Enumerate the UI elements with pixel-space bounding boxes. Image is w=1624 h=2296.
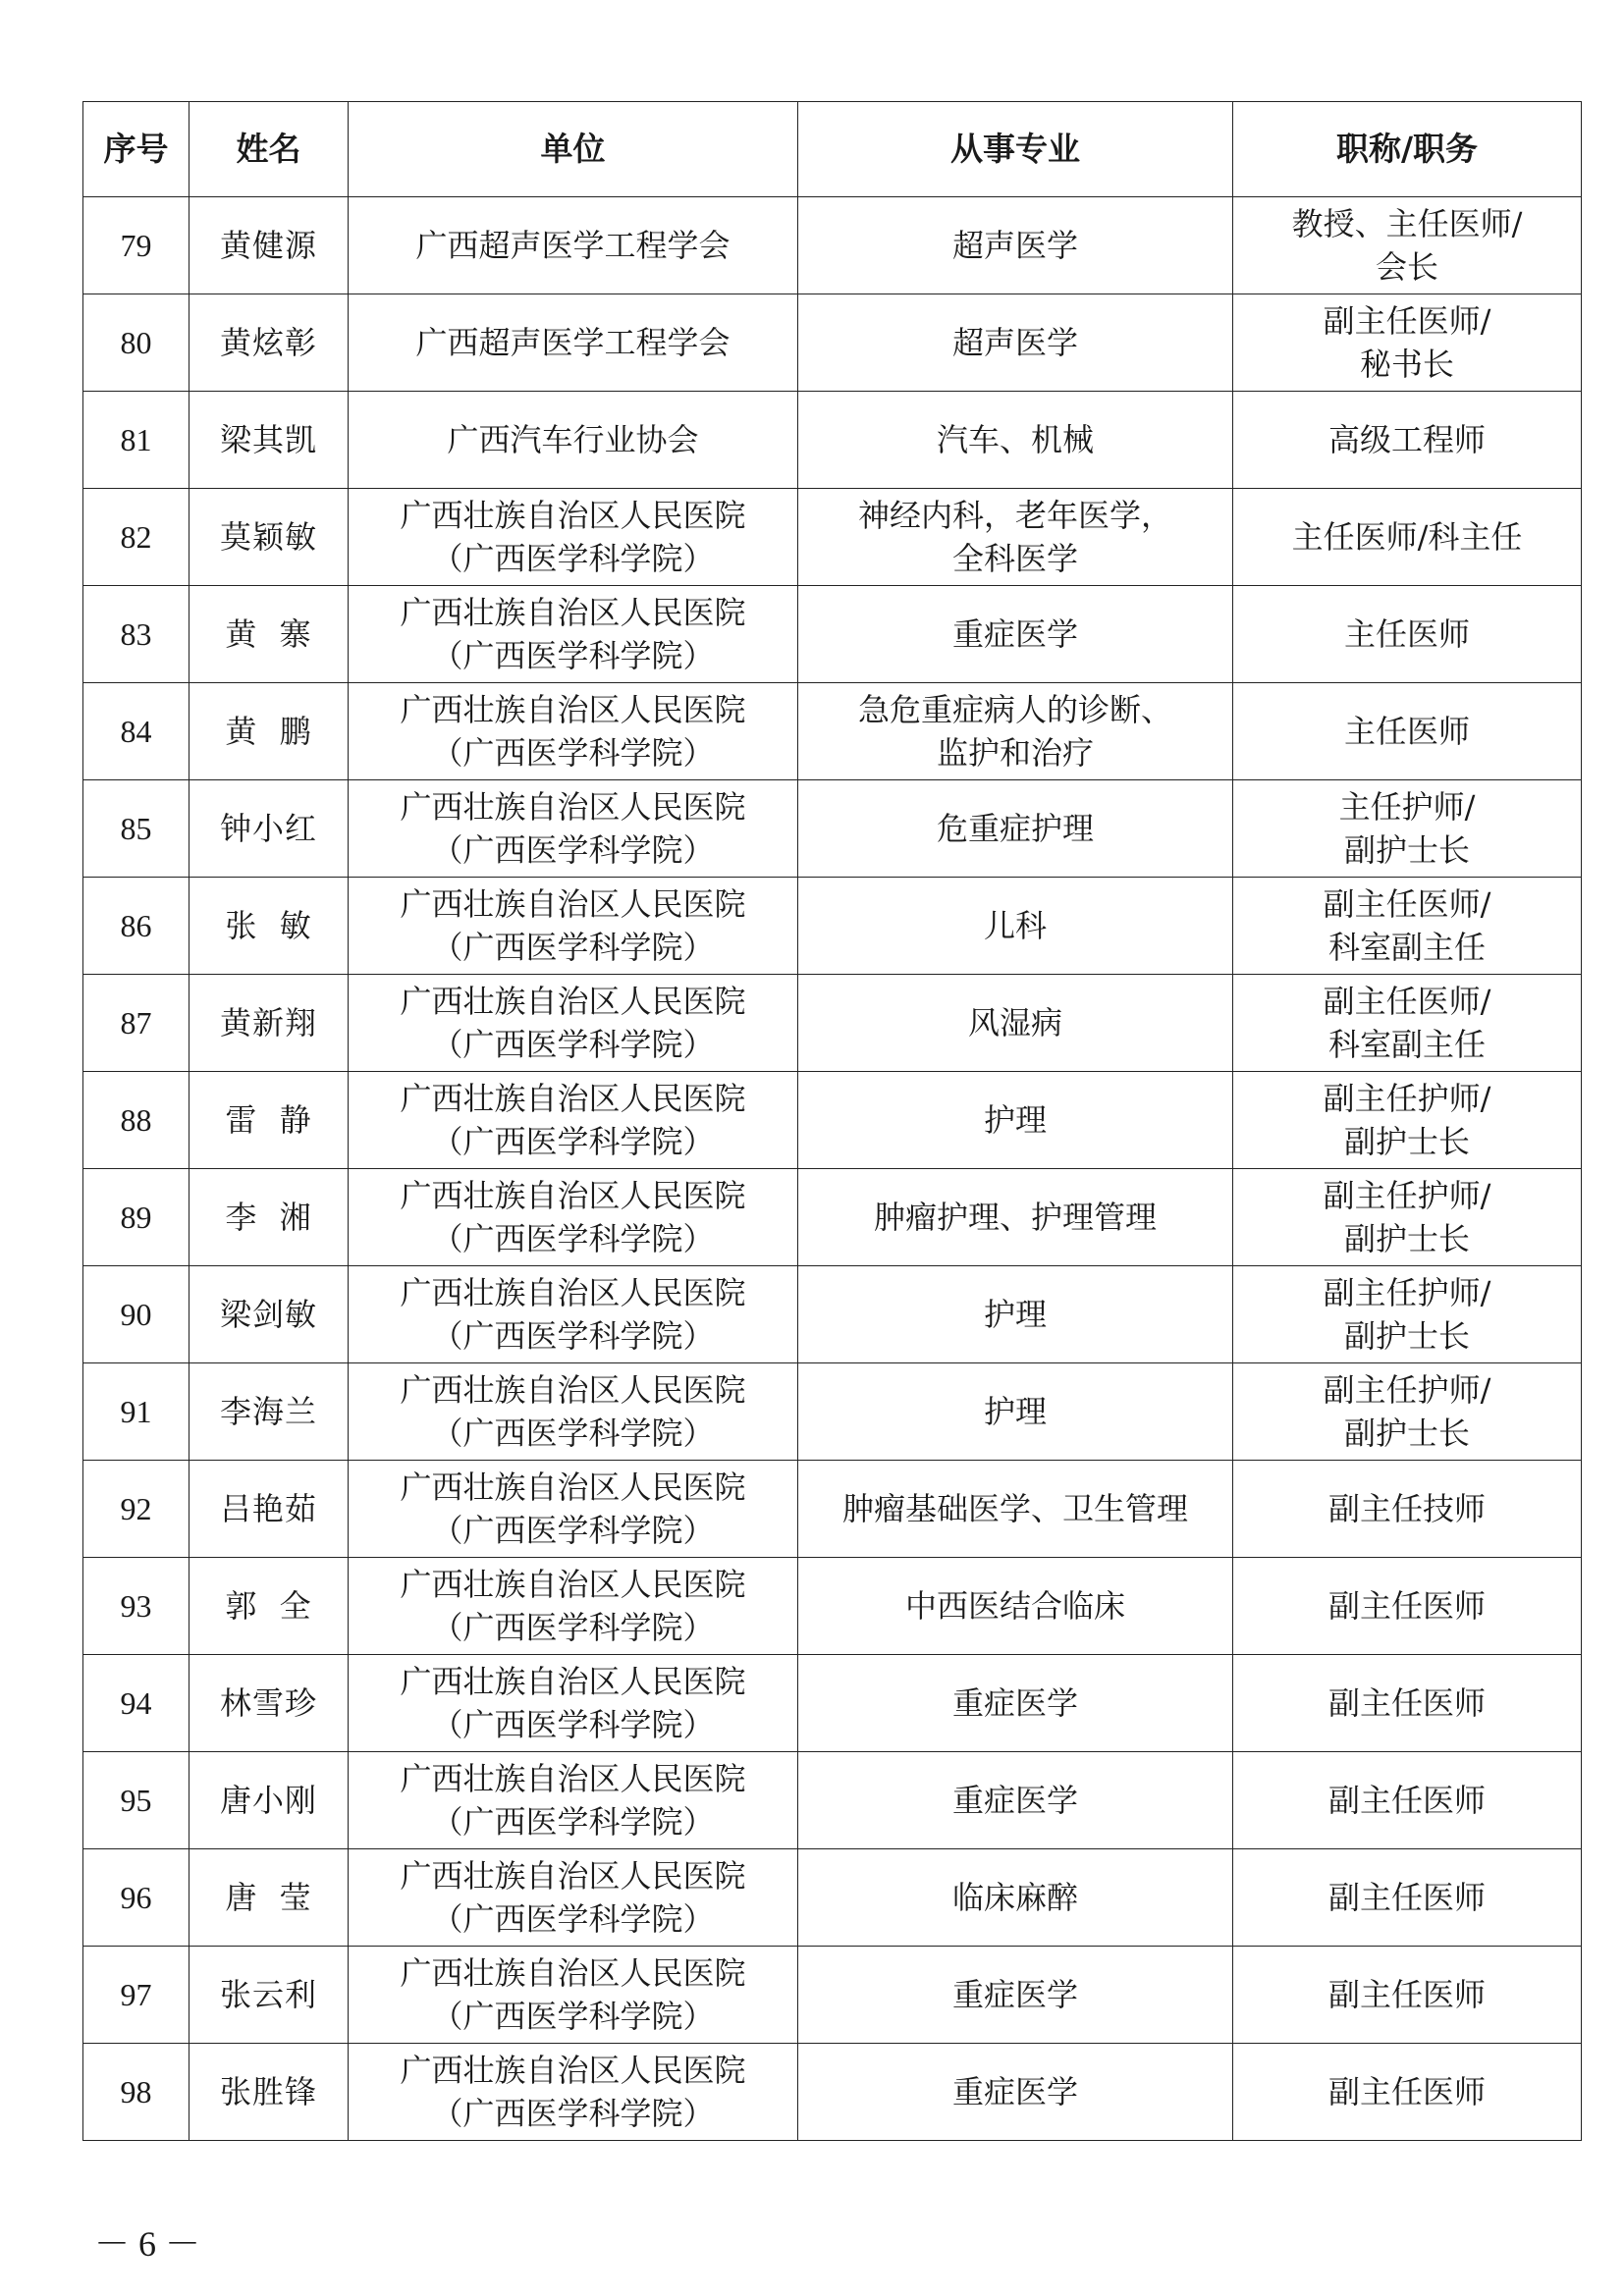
cell-major <box>798 1461 1233 1558</box>
cell-line: 危重症护理 <box>936 810 1094 847</box>
cell-major <box>798 1169 1233 1266</box>
cell-line: 主任医师 <box>1343 713 1470 750</box>
cell-name <box>189 975 349 1072</box>
cell-line: 广西超声医学工程学会 <box>415 227 731 264</box>
cell-line: 副主任医师 <box>1327 1782 1486 1819</box>
cell-line: 主任医师/科主任 <box>1291 518 1523 556</box>
cell-line: 广西壮族自治区人民医院 <box>400 2052 746 2089</box>
cell-unit <box>349 1849 798 1947</box>
cell-line: 副主任护师/ <box>1323 1080 1491 1117</box>
cell-line: 广西壮族自治区人民医院 <box>400 594 746 631</box>
cell-line: （广西医学科学院） <box>431 1220 715 1257</box>
cell-line: 重症医学 <box>951 2073 1078 2110</box>
cell-line: （广西医学科学院） <box>431 1609 715 1646</box>
cell-major <box>798 392 1233 489</box>
cell-title <box>1233 1947 1582 2044</box>
cell-line: 临床麻醉 <box>951 1879 1078 1916</box>
cell-no: 90 <box>83 1266 189 1363</box>
cell-name <box>189 197 349 294</box>
cell-line: 秘书长 <box>1359 346 1454 383</box>
cell-line: （广西医学科学院） <box>431 1706 715 1743</box>
cell-name-text: 梁其凯 <box>219 421 317 458</box>
cell-title <box>1233 1461 1582 1558</box>
cell-title <box>1233 1752 1582 1849</box>
cell-major <box>798 1655 1233 1752</box>
cell-name <box>189 1363 349 1461</box>
cell-line: 超声医学 <box>951 227 1078 264</box>
cell-line: 副主任医师/ <box>1323 885 1491 923</box>
cell-name <box>189 1461 349 1558</box>
cell-no: 87 <box>83 975 189 1072</box>
cell-name <box>189 489 349 586</box>
cell-title <box>1233 1849 1582 1947</box>
cell-line: 监护和治疗 <box>936 734 1094 772</box>
cell-line: 高级工程师 <box>1327 421 1486 458</box>
cell-line: 广西壮族自治区人民医院 <box>400 1566 746 1603</box>
cell-name-text: 张云利 <box>219 1976 317 2013</box>
cell-unit <box>349 1655 798 1752</box>
cell-line: 重症医学 <box>951 615 1078 653</box>
cell-line: 广西壮族自治区人民医院 <box>400 1468 746 1506</box>
cell-name-text: 郭 全 <box>225 1587 312 1625</box>
cell-line: （广西医学科学院） <box>431 1512 715 1549</box>
header-name: 姓名 <box>189 102 349 197</box>
table-row <box>83 878 1582 975</box>
table-row <box>83 1072 1582 1169</box>
table-row <box>83 392 1582 489</box>
cell-line: 副主任医师 <box>1327 1587 1486 1625</box>
table-row <box>83 1655 1582 1752</box>
cell-no: 97 <box>83 1947 189 2044</box>
cell-line: 副主任技师 <box>1327 1490 1486 1527</box>
cell-line: 广西壮族自治区人民医院 <box>400 1371 746 1409</box>
table-row <box>83 586 1582 683</box>
cell-line: （广西医学科学院） <box>431 1415 715 1452</box>
cell-line: 风湿病 <box>967 1004 1062 1041</box>
table-row <box>83 1169 1582 1266</box>
cell-line: 副主任医师 <box>1327 1879 1486 1916</box>
cell-major <box>798 2044 1233 2141</box>
cell-line: 广西壮族自治区人民医院 <box>400 1760 746 1797</box>
cell-line: （广西医学科学院） <box>431 734 715 772</box>
header-no: 序号 <box>83 102 189 197</box>
cell-no: 81 <box>83 392 189 489</box>
cell-name-text: 黄 鹏 <box>225 713 312 750</box>
cell-major <box>798 1363 1233 1461</box>
table-row <box>83 975 1582 1072</box>
cell-line: 重症医学 <box>951 1684 1078 1722</box>
cell-major <box>798 197 1233 294</box>
cell-no: 85 <box>83 780 189 878</box>
cell-line: 神经内科，老年医学， <box>857 497 1172 534</box>
cell-unit <box>349 1072 798 1169</box>
cell-line: 副主任医师 <box>1327 1684 1486 1722</box>
cell-title <box>1233 1558 1582 1655</box>
cell-line: 广西壮族自治区人民医院 <box>400 1857 746 1895</box>
cell-name <box>189 1558 349 1655</box>
cell-line: 广西壮族自治区人民医院 <box>400 497 746 534</box>
cell-line: （广西医学科学院） <box>431 1026 715 1063</box>
table-row <box>83 1461 1582 1558</box>
cell-major <box>798 586 1233 683</box>
cell-line: 护理 <box>983 1101 1047 1139</box>
cell-line: 副主任医师 <box>1327 2073 1486 2110</box>
cell-title <box>1233 1655 1582 1752</box>
table-row <box>83 489 1582 586</box>
cell-line: 副护士长 <box>1343 1123 1470 1160</box>
cell-line: 广西汽车行业协会 <box>447 421 699 458</box>
cell-no: 79 <box>83 197 189 294</box>
cell-line: 重症医学 <box>951 1976 1078 2013</box>
cell-unit <box>349 197 798 294</box>
cell-line: 副护士长 <box>1343 1415 1470 1452</box>
table-row <box>83 1947 1582 2044</box>
cell-title <box>1233 878 1582 975</box>
cell-unit <box>349 294 798 392</box>
cell-line: 广西壮族自治区人民医院 <box>400 691 746 728</box>
cell-name <box>189 780 349 878</box>
cell-title <box>1233 683 1582 780</box>
cell-name-text: 雷 静 <box>225 1101 312 1139</box>
cell-no: 93 <box>83 1558 189 1655</box>
cell-major <box>798 1558 1233 1655</box>
cell-line: 副主任医师/ <box>1323 983 1491 1020</box>
cell-name-text: 黄健源 <box>219 227 317 264</box>
cell-title <box>1233 780 1582 878</box>
cell-line: （广西医学科学院） <box>431 1998 715 2035</box>
table-row <box>83 197 1582 294</box>
cell-line: （广西医学科学院） <box>431 637 715 674</box>
cell-line: 广西壮族自治区人民医院 <box>400 983 746 1020</box>
cell-line: 广西壮族自治区人民医院 <box>400 1663 746 1700</box>
cell-line: 副护士长 <box>1343 1220 1470 1257</box>
page-number: － 6 － <box>94 2224 201 2264</box>
cell-title <box>1233 392 1582 489</box>
cell-line: 副主任医师 <box>1327 1976 1486 2013</box>
cell-name-text: 张胜锋 <box>219 2073 317 2110</box>
cell-major <box>798 1266 1233 1363</box>
cell-unit <box>349 489 798 586</box>
cell-name-text: 林雪珍 <box>219 1684 317 1722</box>
cell-no: 86 <box>83 878 189 975</box>
cell-no: 98 <box>83 2044 189 2141</box>
table-row <box>83 1752 1582 1849</box>
cell-title <box>1233 197 1582 294</box>
header-row <box>83 102 1582 197</box>
cell-line: （广西医学科学院） <box>431 831 715 869</box>
cell-line: 副护士长 <box>1343 1317 1470 1355</box>
cell-line: 重症医学 <box>951 1782 1078 1819</box>
cell-no: 80 <box>83 294 189 392</box>
table-row <box>83 1266 1582 1363</box>
header-title: 职称/职务 <box>1233 102 1582 197</box>
table-row <box>83 1363 1582 1461</box>
cell-line: 广西壮族自治区人民医院 <box>400 1274 746 1311</box>
cell-line: 副主任护师/ <box>1323 1371 1491 1409</box>
cell-name-text: 唐 莹 <box>225 1879 312 1916</box>
cell-line: 肿瘤基础医学、卫生管理 <box>841 1490 1188 1527</box>
cell-name <box>189 294 349 392</box>
cell-line: 主任护师/ <box>1338 788 1476 826</box>
cell-title <box>1233 489 1582 586</box>
cell-title <box>1233 1072 1582 1169</box>
cell-name-text: 黄炫彰 <box>219 324 317 361</box>
cell-no: 88 <box>83 1072 189 1169</box>
cell-no: 91 <box>83 1363 189 1461</box>
cell-line: （广西医学科学院） <box>431 1900 715 1938</box>
cell-name <box>189 1266 349 1363</box>
cell-line: 广西壮族自治区人民医院 <box>400 1080 746 1117</box>
cell-line: 副护士长 <box>1343 831 1470 869</box>
cell-major <box>798 1752 1233 1849</box>
table-row <box>83 1558 1582 1655</box>
cell-unit <box>349 780 798 878</box>
cell-line: 汽车、机械 <box>936 421 1094 458</box>
cell-name <box>189 1169 349 1266</box>
cell-unit <box>349 975 798 1072</box>
cell-unit <box>349 1169 798 1266</box>
cell-name-text: 张 敏 <box>225 907 312 944</box>
cell-name-text: 黄新翔 <box>219 1004 317 1041</box>
cell-title <box>1233 2044 1582 2141</box>
cell-line: （广西医学科学院） <box>431 929 715 966</box>
cell-unit <box>349 1266 798 1363</box>
cell-line: （广西医学科学院） <box>431 1803 715 1841</box>
header-major: 从事专业 <box>798 102 1233 197</box>
cell-name <box>189 683 349 780</box>
table-header <box>83 102 1582 197</box>
cell-line: 超声医学 <box>951 324 1078 361</box>
personnel-table <box>82 101 1582 2141</box>
cell-unit <box>349 2044 798 2141</box>
cell-line: （广西医学科学院） <box>431 540 715 577</box>
cell-line: 教授、主任医师/ <box>1291 205 1523 242</box>
cell-unit <box>349 586 798 683</box>
cell-no: 83 <box>83 586 189 683</box>
cell-name <box>189 1752 349 1849</box>
cell-title <box>1233 294 1582 392</box>
cell-line: 副主任护师/ <box>1323 1274 1491 1311</box>
cell-major <box>798 878 1233 975</box>
cell-name <box>189 1849 349 1947</box>
cell-title <box>1233 1169 1582 1266</box>
cell-unit <box>349 1363 798 1461</box>
cell-unit <box>349 1461 798 1558</box>
cell-no: 94 <box>83 1655 189 1752</box>
cell-title <box>1233 586 1582 683</box>
cell-line: 急危重症病人的诊断、 <box>857 691 1172 728</box>
cell-name <box>189 2044 349 2141</box>
cell-major <box>798 294 1233 392</box>
cell-line: 广西壮族自治区人民医院 <box>400 1954 746 1992</box>
table-row <box>83 294 1582 392</box>
cell-line: 广西壮族自治区人民医院 <box>400 1177 746 1214</box>
cell-line: 会长 <box>1375 248 1438 286</box>
table-row <box>83 2044 1582 2141</box>
cell-name <box>189 1072 349 1169</box>
cell-unit <box>349 392 798 489</box>
cell-name-text: 吕艳茹 <box>219 1490 317 1527</box>
cell-major <box>798 1947 1233 2044</box>
cell-line: 肿瘤护理、护理管理 <box>873 1199 1157 1236</box>
cell-line: 护理 <box>983 1296 1047 1333</box>
cell-line: 儿科 <box>983 907 1047 944</box>
cell-line: 副主任护师/ <box>1323 1177 1491 1214</box>
cell-major <box>798 975 1233 1072</box>
cell-line: 全科医学 <box>951 540 1078 577</box>
cell-name-text: 李海兰 <box>219 1393 317 1430</box>
cell-line: 护理 <box>983 1393 1047 1430</box>
cell-line: （广西医学科学院） <box>431 2095 715 2132</box>
cell-no: 96 <box>83 1849 189 1947</box>
cell-line: 科室副主任 <box>1327 929 1486 966</box>
cell-line: （广西医学科学院） <box>431 1317 715 1355</box>
cell-no: 82 <box>83 489 189 586</box>
cell-no: 84 <box>83 683 189 780</box>
cell-name-text: 梁剑敏 <box>219 1296 317 1333</box>
cell-no: 92 <box>83 1461 189 1558</box>
cell-unit <box>349 1752 798 1849</box>
cell-major <box>798 780 1233 878</box>
cell-name <box>189 586 349 683</box>
cell-no: 95 <box>83 1752 189 1849</box>
cell-name <box>189 878 349 975</box>
cell-title <box>1233 1266 1582 1363</box>
cell-name-text: 莫颖敏 <box>219 518 317 556</box>
cell-name-text: 钟小红 <box>219 810 317 847</box>
cell-unit <box>349 683 798 780</box>
cell-line: 广西超声医学工程学会 <box>415 324 731 361</box>
cell-major <box>798 1072 1233 1169</box>
cell-name-text: 唐小刚 <box>219 1782 317 1819</box>
cell-unit <box>349 1947 798 2044</box>
cell-name <box>189 1655 349 1752</box>
table-row <box>83 780 1582 878</box>
cell-name-text: 李 湘 <box>225 1199 312 1236</box>
cell-line: 广西壮族自治区人民医院 <box>400 788 746 826</box>
cell-unit <box>349 1558 798 1655</box>
cell-unit <box>349 878 798 975</box>
table-body <box>83 197 1582 2141</box>
cell-no: 89 <box>83 1169 189 1266</box>
cell-line: （广西医学科学院） <box>431 1123 715 1160</box>
cell-major <box>798 489 1233 586</box>
cell-major <box>798 683 1233 780</box>
header-unit: 单位 <box>349 102 798 197</box>
cell-line: 广西壮族自治区人民医院 <box>400 885 746 923</box>
cell-title <box>1233 975 1582 1072</box>
cell-name <box>189 1947 349 2044</box>
cell-line: 主任医师 <box>1343 615 1470 653</box>
table-row <box>83 683 1582 780</box>
cell-name <box>189 392 349 489</box>
cell-line: 副主任医师/ <box>1323 302 1491 340</box>
cell-line: 科室副主任 <box>1327 1026 1486 1063</box>
cell-line: 中西医结合临床 <box>904 1587 1125 1625</box>
cell-name-text: 黄 寨 <box>225 615 312 653</box>
cell-title <box>1233 1363 1582 1461</box>
table-row <box>83 1849 1582 1947</box>
cell-major <box>798 1849 1233 1947</box>
